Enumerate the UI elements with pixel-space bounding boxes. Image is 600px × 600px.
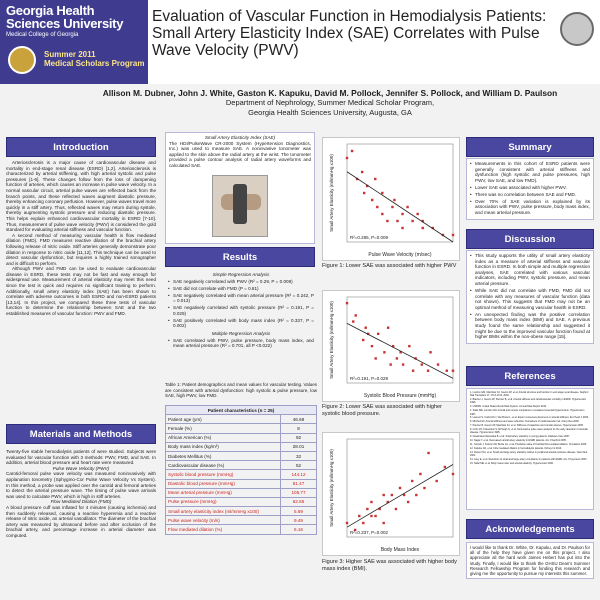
y-axis-label: Small Artery Elasticity (ml/mmHg x100) <box>329 154 334 232</box>
intro-paragraph: Arteriosclerosis is a major cause of cardiovascular disease and mortality in end-stage renal disease (ESRD) [1,2]. Arteriosclerosis is characterized by arterial stiffening, with high arterial systolic and pulse pressures [1-6]. These changes follow from the loss of dampening function of arteries, which causes an increase in pulse wave velocity. In a normal vascular circuit, arterial pulse waves are reflected back from the branch points, and these reflected waves augment diastolic pressure, thereby enhancing coronary perfusion. However, pulse waves travel more quickly in a stiff artery. Thus, reflected waves may return during systole, thereby augmenting systolic pressure and reducing diastolic pressure. This helps explain enhanced cardiovascular mortality in ESRD [7-10]. Thus, measurement of pulse wave velocity (PWV) is considered the gold standard for evaluating arterial stiffness and vascular function. <box>6 160 156 233</box>
data-point <box>444 466 446 468</box>
data-point <box>352 320 354 322</box>
table-cell-label: Small artery elasticity index (ml/mmHg x100) <box>166 507 281 516</box>
program-seal-icon <box>8 46 36 74</box>
table-cell-label: Flow mediated dilation (%) <box>166 525 281 534</box>
university-name <box>6 4 123 30</box>
reference-item: 7. Pannier B, Guerin AP, Marchais SJ, et al. Stiffness of capacitive and conduit arteries. Hypertension 2005. <box>470 424 584 428</box>
data-point <box>396 220 398 222</box>
reference-item: 15. Safar ME, et al. Body mass index and arterial elasticity. Hypertension 2006. <box>470 461 554 465</box>
reference-item: 13. Duprez DA, et al. Small and large artery elasticity indices in peripheral arterial occlusive disease. Vasc Med 2001. <box>470 450 588 458</box>
table-cell-value: 144.12 <box>281 470 317 479</box>
data-point <box>346 157 348 159</box>
data-point <box>406 206 408 208</box>
multiple-regression-list <box>168 338 314 349</box>
figure-1 <box>322 137 460 261</box>
chart-stat: R²=0.191, P=0.029 <box>350 376 389 381</box>
methods-paragraph: Carotid-femoral pulse wave velocity was measured noninvasively with applanation tonometry (Sphygmo-Cor Pulse Wave Velocity Vx System). In this method, a probe was applied over the carotid and femoral arteries to detect the arterial pressure wave. The timing of pulse wave arrivals was used to calculate PWV, which is high in stiff arteries. <box>6 471 156 499</box>
table-cell-label: Pulse pressure (mmHg) <box>166 497 281 506</box>
table-cell-value: 8 <box>281 424 317 433</box>
introduction-body <box>6 160 156 317</box>
data-point <box>374 515 376 517</box>
sae-text: The HDI/PulseWave CR-2000 System (Hypertension Diagnostics, Inc.) was used to measure SAE. A noninvasive tonometer was applied to the skin above the radial artery at the wrist. The tonometer provided a pulse contour analysis of radial artery waveforms and calculated SAE. <box>169 140 311 168</box>
university-logo-block <box>0 0 148 84</box>
results-body <box>168 272 314 350</box>
data-point <box>387 327 389 329</box>
discussion-body <box>466 250 594 344</box>
reference-item: 5. Laurent S, Cockcroft J, Van Bortel L, et al. Expert consensus document on arterial stiffness. Eur Heart J 2006. <box>470 416 589 420</box>
data-point <box>393 199 395 201</box>
program-year: Summer 2011 <box>44 50 96 59</box>
reference-item: 6. Mitchell GF. Arterial stiffness and wave reflection: biomarkers of cardiovascular risk. Artery Res 2009. <box>470 420 580 424</box>
chart-stat: R²=0.337, P=0.002 <box>350 530 389 535</box>
data-point <box>381 192 383 194</box>
device-photo-icon <box>212 175 268 237</box>
data-point <box>395 508 397 510</box>
college-name: Medical College of Georgia <box>6 32 79 38</box>
data-point <box>422 227 424 229</box>
data-point <box>391 206 393 208</box>
chart-stat: R²=0.285, P=0.009 <box>350 235 389 240</box>
result-item: • SAE negatively correlated with mean arterial pressure (R² = 0.242, P = 0.013) <box>168 293 314 304</box>
table-cell-label: Systolic blood pressure (mmHg) <box>166 470 281 479</box>
data-point <box>374 357 376 359</box>
table-cell-value: 46.68 <box>281 415 317 424</box>
data-point <box>362 522 364 524</box>
data-point <box>389 363 391 365</box>
table-cell-label: Patient age (yrs) <box>166 415 281 424</box>
data-point <box>370 501 372 503</box>
table-row <box>166 424 317 433</box>
intro-paragraph: Although PWV and FMD can be used to evaluate cardiovascular disease in ESRD, these tests may not be fast and easy enough for widespread use. Measurement of arterial elasticity may meet this need since the test is quick and requires no significant training to perform. Additionally, small artery elasticity index (SAE) has been shown to correlate with adverse outcomes in both ESRD and non-ESRD patients [13,14]. In this project, we compared these three tests of vascular function to determine the relationship between SAE and the two established measures of vascular function: PWV and FMD. <box>6 266 156 317</box>
figure-1-caption: Figure 1: Lower SAE was associated with higher PWV <box>322 263 457 269</box>
table-cell-value: 92 <box>281 433 317 442</box>
sae-panel <box>165 132 315 244</box>
y-axis-label: Small Artery Elasticity (ml/mmHg x100) <box>329 301 334 379</box>
summary-item: • Lower SAE was associated with higher PWV. <box>470 185 590 191</box>
reference-item: 10. Nagai Y, et al. Decreased carotid artery elasticity in ESRD patients. Am J Nephrol 2005. <box>470 439 567 443</box>
data-point <box>377 333 379 335</box>
acknowledgements-heading: Acknowledgements <box>466 519 594 539</box>
references-heading: References <box>466 366 594 386</box>
methods-paragraph: A blood pressure cuff was inflated for 4 minutes (causing ischemia) and then suddenly released, causing a reactive hyperemia and a reactive release of nitric oxide, an arterial vasodilator. The diameter of the brachial artery was measured by ultrasound before and after occlusion of the brachial artery, and percentage increase in arterial diameter was computed. <box>6 504 156 538</box>
table-cell-value: 9.49 <box>281 516 317 525</box>
table-row <box>166 415 317 424</box>
figure-2 <box>322 290 460 402</box>
data-point <box>382 494 384 496</box>
x-axis-label: Pulse Wave Velocity (m/sec) <box>368 252 432 258</box>
table-row <box>166 470 317 479</box>
va-seal-icon <box>560 12 594 46</box>
data-point <box>365 327 367 329</box>
data-point <box>452 234 454 236</box>
data-point <box>363 192 365 194</box>
data-point <box>399 487 401 489</box>
table-cell-value: 6.16 <box>281 525 317 534</box>
table-row <box>166 442 317 451</box>
introduction-heading: Introduction <box>6 137 156 157</box>
sae-title: Small Artery Elasticity Index (SAE) <box>204 135 276 140</box>
data-point <box>383 351 385 353</box>
data-point <box>415 494 417 496</box>
result-item: • SAE correlated with PWV, pulse pressure, body mass index, and mean arterial pressure (R² = 0.701, all P <0.022) <box>168 338 314 349</box>
data-point <box>427 452 429 454</box>
data-point <box>374 178 376 180</box>
data-point <box>346 302 348 304</box>
data-point <box>391 494 393 496</box>
table-row <box>166 525 317 534</box>
data-point <box>423 487 425 489</box>
data-point <box>351 150 353 152</box>
methods-subheading: Flow Mediated Dilation (FMD) <box>50 499 112 505</box>
table-cell-value: 81.47 <box>281 479 317 488</box>
data-point <box>401 227 403 229</box>
data-point <box>381 213 383 215</box>
methods-body <box>6 449 156 539</box>
table-cell-label: African American (%) <box>166 433 281 442</box>
data-point <box>452 473 454 475</box>
summary-item: • Measurements in this cohort of ESRD patients were generally consistent with arterial stiffness and dysfunction (high systolic and pulse pressures, high PWV, low SAE, and low FMD). <box>470 161 590 183</box>
data-point <box>401 213 403 215</box>
authors: Allison M. Dubner, John J. White, Gaston K. Kapuku, David M. Pollock, Jennifer S. Pollock, and William D. Paulson <box>102 88 558 98</box>
table-cell-value: 5.69 <box>281 507 317 516</box>
logo-line-2: Sciences University <box>6 16 124 31</box>
table-cell-label: Female (%) <box>166 424 281 433</box>
scatter-chart-pwv <box>323 138 459 260</box>
reference-item: 1. London GM, Marchais SJ, Guerin AP, et al. Arterial structure and function in end-stage renal disease. Nephrol Dial Transplant 17: 1713-1724, 2002. <box>470 391 589 398</box>
data-point <box>411 480 413 482</box>
table-row <box>166 507 317 516</box>
data-point <box>370 515 372 517</box>
table-row <box>166 479 317 488</box>
plot-area <box>347 144 453 242</box>
data-point <box>429 351 431 353</box>
reference-item: 2. Blacher J, Guerin AP, Pannier B, et al. Arterial stiffness and cardiovascular mortality in ESRD. Hypertension 1999. <box>470 398 587 405</box>
figure-3 <box>322 432 460 556</box>
simple-regression-title: Simple Regression Analysis <box>212 272 270 277</box>
data-point <box>402 363 404 365</box>
results-heading: Results <box>165 247 315 267</box>
methods-subheading: Pulse Wave Velocity (PWV) <box>52 465 110 471</box>
data-point <box>386 220 388 222</box>
figure-3-caption: Figure 3: Higher SAE was associated with higher body mass index (BMI). <box>322 559 457 572</box>
data-point <box>446 370 448 372</box>
reference-item: 4. Safar ME, London GM. Arterial and venous compliance in sustained essential hypertension. Hypertension 1987. <box>470 409 585 416</box>
table-row <box>166 451 317 460</box>
summary-body <box>466 158 594 220</box>
data-point <box>452 370 454 372</box>
table-cell-label: Mean arterial pressure (mmHg) <box>166 488 281 497</box>
table-cell-value: 32 <box>281 451 317 460</box>
figure-2-caption: Figure 2: Lower SAE was associated with higher systolic blood pressure. <box>322 404 443 417</box>
summary-item: • There was no correlation between SAE and FMD. <box>470 192 590 198</box>
data-point <box>416 213 418 215</box>
result-item: • SAE did not correlate with FMD (P = 0.81) <box>168 286 314 292</box>
data-point <box>355 314 357 316</box>
data-point <box>411 220 413 222</box>
references-body <box>466 388 594 510</box>
logo-line-1: Georgia Health <box>6 3 95 18</box>
x-axis-label: Systolic Blood Pressure (mmHg) <box>363 393 437 399</box>
discussion-item: • While SAE did not correlate with FMD, FMD did not correlate with any measures of vascular function (data not shown). This suggests that FMD may not be an optimal method of measuring vascular health in ESRD. <box>470 288 590 310</box>
data-point <box>435 480 437 482</box>
data-point <box>412 370 414 372</box>
data-point <box>362 339 364 341</box>
y-axis-label: Small Artery Elasticity (ml/mmHg x100) <box>329 449 334 527</box>
university: Georgia Health Sciences University, Augusta, GA <box>248 108 412 117</box>
table-header: Patient characteristics (n = 25) <box>166 406 317 415</box>
discussion-heading: Discussion <box>466 229 594 249</box>
reference-item: 11. Yeboah J, Folsom AR, Burke GL, et al. Predictive value of brachial flow-mediated dilation. Circulation 2009. <box>470 443 587 447</box>
methods-paragraph: Twenty-five stable hemodialysis patients of were studied. Subjects were evaluated for vascular function with 3 methods: PWV, FMD, and SAE. In addition, arterial blood pressure and heart rate were measured. <box>6 449 156 466</box>
data-point <box>361 171 363 173</box>
data-point <box>407 501 409 503</box>
table-row <box>166 461 317 470</box>
data-point <box>396 357 398 359</box>
patient-table <box>165 405 317 535</box>
poster-title: Evaluation of Vascular Function in Hemodialysis Patients: Small Artery Elasticity Index (SAE) Correlates with Pulse Wave Velocity (PWV) <box>152 8 547 59</box>
table-cell-value: 52 <box>281 461 317 470</box>
data-point <box>437 363 439 365</box>
reference-item: 12. Kapuku GK, et al. Flow mediated dilation in hemodialysis patients. Kidney Int 2010. <box>470 446 562 450</box>
discussion-item: • This study supports the utility of small artery elasticity index as a measure of arterial stiffness and vascular function in ESRD. In both simple and multiple regression analyses, SAE correlated with various vascular indicators, including PWV, systolic pressure, and mean arterial pressure. <box>470 253 590 287</box>
table-cell-label: Body mass index (kg/m²) <box>166 442 281 451</box>
table-row <box>166 497 317 506</box>
table-row <box>166 488 317 497</box>
intro-paragraph: A second method of measuring vascular health is flow mediated dilation (FMD). FMD measures reactive dilation of the brachial artery following release of nitric oxide. Stiff arteries generally demonstrate poor dilation in response to nitric oxide [11,12]. This technique can be used to detect vascular dysfunction, but requires a highly trained sonographer and is difficult to perform. <box>6 232 156 266</box>
program-label <box>44 50 144 68</box>
summary-heading: Summary <box>466 137 594 157</box>
simple-regression-list <box>168 279 314 329</box>
data-point <box>419 473 421 475</box>
table-cell-value: 105.77 <box>281 488 317 497</box>
result-item: • SAE negatively correlated with PWV (R² = 0.29, P = 0.009) <box>168 279 314 285</box>
reference-item: 14. Grey E, et al. Reduction of small and large artery compliance in patients with ESRD. Am J Hypertens 2003. <box>470 458 588 462</box>
data-point <box>371 345 373 347</box>
acknowledgements-body: I would like to thank Dr. White, Dr. Kapuku, and Dr. Paulson for all of the help they have given me on this project. I also appreciate all the hard work James Hebert has put into the study. Finally, I would like to thank the GHSU Dean's Summer Research Fellowship Program for funding this research and giving me the opportunity to pursue my interests this summer. <box>466 542 594 579</box>
methods-heading: Materials and Methods <box>6 424 156 444</box>
multiple-regression-title: Multiple Regression Analysis <box>211 330 271 336</box>
table-caption: Table 1: Patient demographics and mean values for vascular testing. Values are consistent with arterial dysfunction: high systolic & pulse pressure, low SAE, high PWV, low FMD. <box>165 382 317 399</box>
data-point <box>427 370 429 372</box>
result-item: • SAE negatively correlated with systolic pressure (R² = 0.191, P = 0.029) <box>168 305 314 316</box>
scatter-chart-bmi <box>323 433 459 555</box>
data-point <box>358 515 360 517</box>
data-point <box>346 522 348 524</box>
result-item: • SAE positively correlated with body mass index (R² = 0.337, P = 0.002) <box>168 318 314 329</box>
table-cell-label: Pulse wave velocity (m/s) <box>166 516 281 525</box>
table-row <box>166 433 317 442</box>
department: Department of Nephrology, Summer Medical Scholar Program, <box>225 98 435 107</box>
summary-item: • Over 70% of SAE variation is explained by its association with PWV, pulse pressure, body mass index, and mean arterial pressure. <box>470 199 590 216</box>
x-axis-label: Body Mass Index <box>380 547 420 553</box>
data-point <box>366 508 368 510</box>
scatter-chart-sbp <box>323 291 459 401</box>
table-cell-value: 28.01 <box>281 442 317 451</box>
table-cell-value: 62.65 <box>281 497 317 506</box>
data-point <box>371 199 373 201</box>
data-point <box>382 522 384 524</box>
reference-item: 8. Cohn JN, Finkelstein S, McVeigh G, et al. Noninvasive pulse wave analysis for the early detection of vascular disease. Hypertension 1995. <box>470 428 588 435</box>
discussion-item: • An unexpected finding was the positive correlation between body mass index (BMI) and SAE. A previous study found the same relationship and suggested it might be due to the improved vascular function found at higher BMIs within the non-obese range [15]. <box>470 312 590 340</box>
reference-item: 9. Glowinska-Olszewska B, et al. Small artery elasticity in young patients. Diabetes Care 2007. <box>470 435 571 439</box>
data-point <box>421 363 423 365</box>
data-point <box>408 345 410 347</box>
program-name: Medical Scholars Program <box>44 59 145 68</box>
table-cell-label: Cardiovascular disease (%) <box>166 461 281 470</box>
table-cell-label: Diastolic blood pressure (mmHg) <box>166 479 281 488</box>
reference-item: 3. USRDS: United States Renal Data System. Annual Data Report 2010. <box>470 405 547 409</box>
data-point <box>376 206 378 208</box>
table-row <box>166 516 317 525</box>
table-cell-label: Diabetes Mellitus (%) <box>166 451 281 460</box>
